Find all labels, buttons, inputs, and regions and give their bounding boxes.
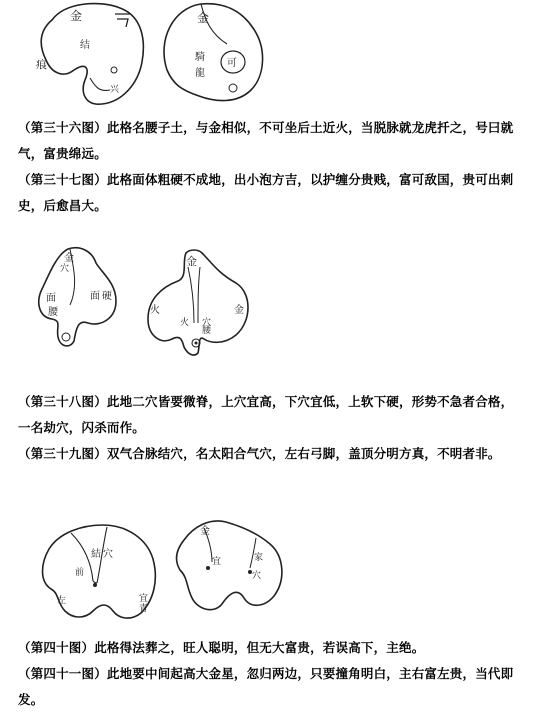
caption-38: （第三十八图）此地二穴皆要微脊，上穴宜高，下穴宜低，上软下硬，形势不急者合格，一名劫穴，闪杀而作。 [18, 394, 514, 435]
figure-39 [140, 243, 260, 363]
fig37-label-3: 龍 [195, 68, 205, 79]
fig39-label-6: 腰 [202, 326, 212, 336]
fig38-label-4: 腰 [48, 307, 58, 318]
fig41-label-4: 穴 [252, 571, 262, 581]
fig39-label-5: 穴 [202, 318, 212, 328]
fig38-label-5: 面 [90, 291, 100, 302]
fig40-label-5: 宜 [139, 594, 149, 604]
figure-41 [170, 510, 290, 625]
fig36-label-1: 金 [70, 9, 83, 23]
fig38-label-2: 穴 [60, 264, 70, 274]
fig38-label-3: 面 [46, 293, 56, 304]
fig38-label-1: 金 [64, 253, 74, 264]
fig40-label-1: 結 [91, 549, 101, 560]
fig39-label-2: 火 [150, 305, 160, 316]
caption-36: （第三十六图）此格名腰子土，与金相似，不可坐后土近火，当脱脉就龙虎扦之，号曰就气，富贵绵远。 [18, 120, 514, 161]
fig37-label-1: 金 [197, 11, 210, 25]
figure-37 [155, 0, 275, 120]
fig39-label-4: 金 [234, 305, 244, 316]
fig40-label-2: 穴 [103, 549, 113, 560]
fig39-label-3: 火 [180, 318, 190, 328]
fig39-label-1: 金 [186, 255, 197, 268]
figure-40 [35, 515, 165, 625]
fig40-label-4: 左 [57, 596, 67, 606]
fig41-label-2: 宜 [212, 557, 222, 567]
caption-37: （第三十七图）此格面体粗硬不成地，出小泡方吉，以护缠分贵贱，富可敌国，贵可出刺史，后愈昌大。 [18, 172, 514, 213]
figure-36-mark [112, 10, 134, 30]
fig37-label-4: 可 [227, 58, 237, 69]
fig37-label-2: 騎 [195, 52, 205, 63]
fig36-label-2: 结 [80, 40, 90, 51]
figure-38 [30, 243, 130, 353]
caption-39: （第三十九图）双气合脉结穴，名太阳合气穴，左右弓脚，盖顶分明方真，不明者非。 [18, 446, 501, 461]
caption-40: （第四十图）此格得法葬之，旺人聪明，但无大富贵，若误高下，主绝。 [18, 640, 425, 655]
caption-41: （第四十一图）此地要中间起高大金星，忽归两边，只要撞角明白，主右富左贵，当代即发。 [18, 666, 514, 707]
fig40-label-6: 青 [139, 604, 149, 614]
fig38-label-6: 硬 [102, 291, 112, 302]
fig41-label-3: 家 [254, 553, 264, 563]
fig40-label-3: 前 [75, 568, 85, 578]
fig41-label-1: 金 [200, 526, 210, 537]
fig36-label-3: 痕 [36, 58, 47, 71]
fig36-label-4: 兴 [110, 85, 120, 95]
